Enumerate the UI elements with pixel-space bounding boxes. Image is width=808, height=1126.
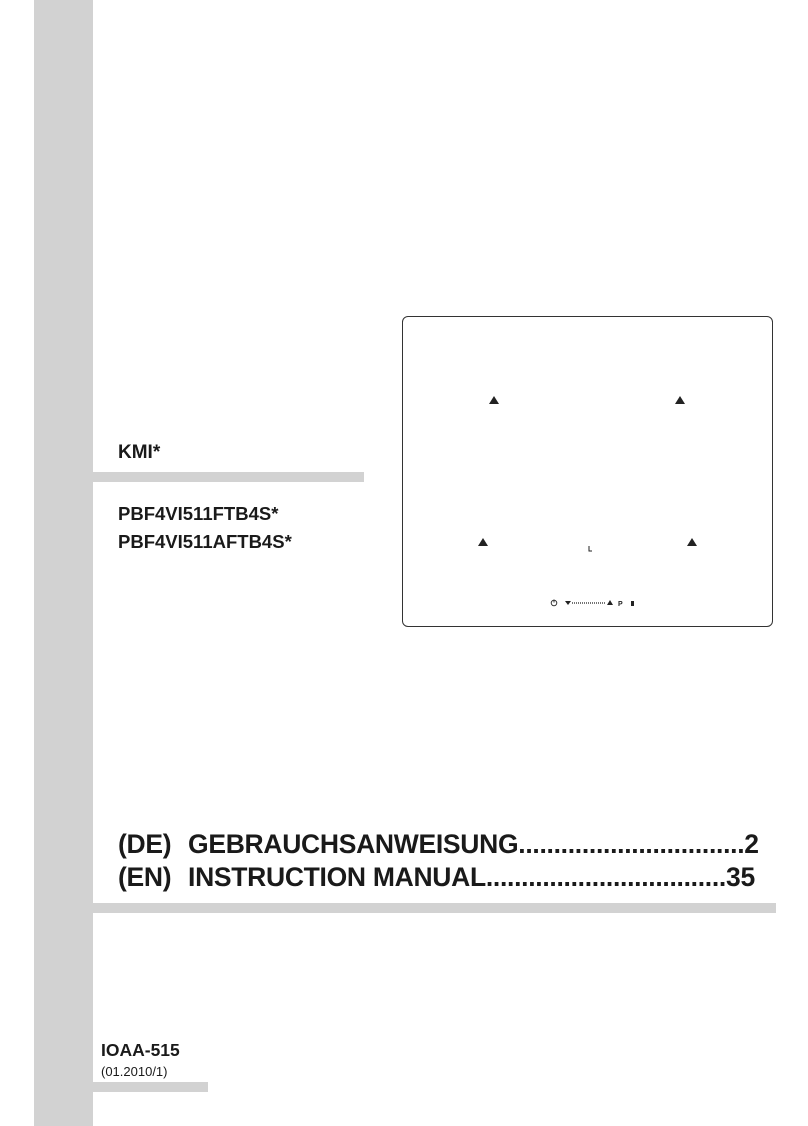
- boost-label: P: [618, 601, 623, 608]
- zone-marker-top-left: [489, 396, 499, 404]
- divider-top: [34, 472, 364, 482]
- product-series: KMI*: [118, 442, 161, 463]
- table-of-contents: [118, 828, 778, 894]
- slider-bar: [565, 600, 613, 605]
- toc-entry-de[interactable]: [118, 828, 778, 861]
- divider-bottom: [34, 1082, 208, 1092]
- toc-title: GEBRAUCHSANWEISUNG: [188, 829, 519, 859]
- hob-diagram-svg: [403, 317, 774, 628]
- toc-leader: ................................: [518, 829, 745, 859]
- toc-page: 2: [744, 829, 759, 859]
- timer-icon: [589, 546, 592, 551]
- model-name: PBF4VI511FTB4S*: [118, 503, 279, 524]
- document-code: IOAA-515: [101, 1040, 180, 1060]
- lock-indicator: [631, 601, 634, 606]
- toc-language: (EN): [118, 862, 172, 892]
- toc-leader: ..................................: [485, 862, 726, 892]
- hob-diagram: [402, 316, 773, 627]
- toc-language: (DE): [118, 829, 172, 859]
- model-name: PBF4VI511AFTB4S*: [118, 531, 292, 552]
- power-icon: [551, 600, 557, 606]
- divider-middle: [34, 903, 776, 913]
- toc-title: INSTRUCTION MANUAL: [188, 862, 486, 892]
- document-version: (01.2010/1): [101, 1064, 168, 1079]
- toc-entry-en[interactable]: [118, 861, 778, 894]
- zone-marker-bottom-right: [687, 538, 697, 546]
- zone-marker-bottom-left: [478, 538, 488, 546]
- side-decor-bar: [34, 0, 93, 1126]
- zone-marker-top-right: [675, 396, 685, 404]
- model-list: [118, 500, 292, 556]
- toc-page: 35: [726, 862, 755, 892]
